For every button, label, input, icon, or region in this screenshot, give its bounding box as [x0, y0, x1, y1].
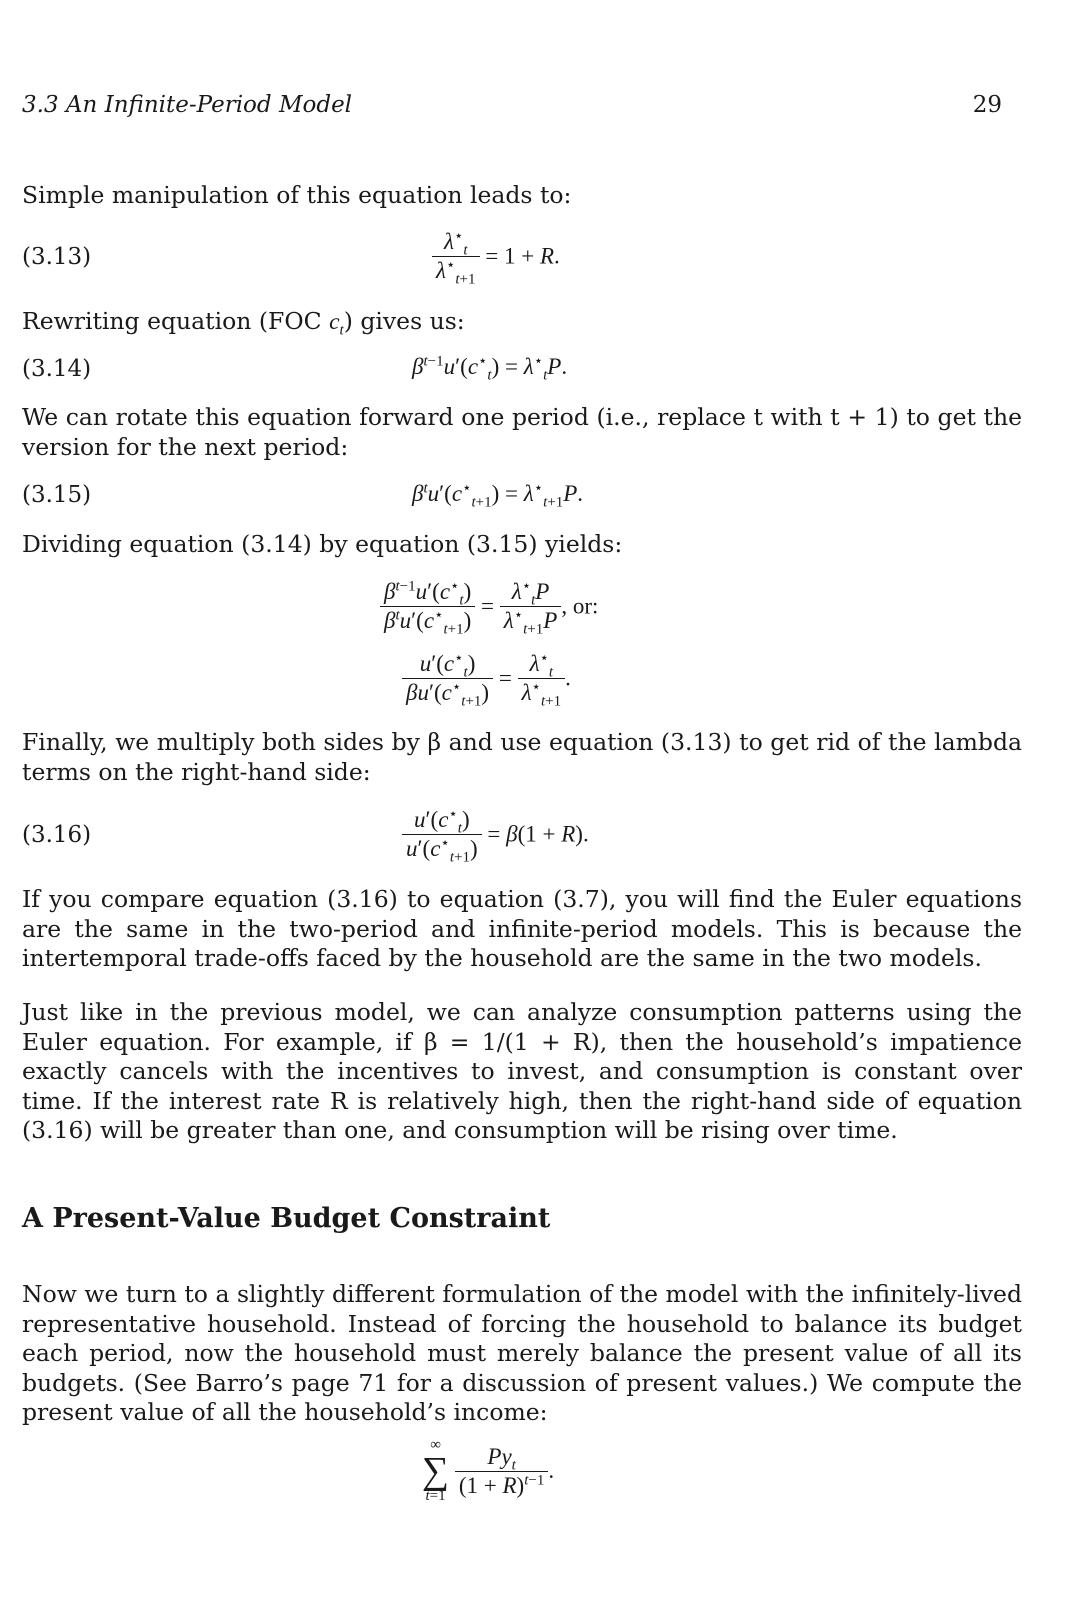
equation-3-15: $\beta^tu'(c^⋆_{t+1}) = \lambda^⋆_{t+1}P$.	[412, 480, 584, 511]
equation-number: (3.13)	[22, 244, 92, 270]
page-number: 29	[972, 92, 1002, 118]
paragraph: Just like in the previous model, we can analyze consumption patterns using the Euler equation. For example, if β = 1/(1 + R), then the household’s impatience exactly cancels with the incentives to invest, and consumption is constant over time. If the interest rate R is relatively high, then the right-hand side of equation (3.16) will be greater than one, and consumption will be rising over time.	[22, 998, 1022, 1144]
paragraph: Rewriting equation (FOC $c_t$) gives us:	[22, 307, 465, 339]
equation-number: (3.15)	[22, 482, 92, 508]
equation-present-value: ∞ ∑ t=1 $\frac{Py_t}{(1 + R)^{t-1}}$ .	[422, 1437, 555, 1504]
paragraph: Simple manipulation of this equation leads to:	[22, 181, 572, 209]
equation-3-13: $\frac{\lambda^⋆_t}{\lambda^⋆_{t+1}}$ = 1 + R.	[432, 228, 560, 285]
paragraph: Now we turn to a slightly different formulation of the model with the infinitely-lived representative household. Instead of forcing the household to balance its budget each period, now the household must merely balance the present value of all its budgets. (See Barro’s page 71 for a discussion of present values.) We compute the present value of all the household’s income:	[22, 1280, 1022, 1426]
section-heading: A Present-Value Budget Constraint	[22, 1203, 551, 1234]
paragraph: We can rotate this equation forward one period (i.e., replace t with t + 1) to get the version for the next period:	[22, 403, 1022, 461]
equation-number: (3.16)	[22, 822, 92, 848]
equation-3-14: $\beta^{t-1}u'(c^⋆_t) = \lambda^⋆_tP$.	[412, 353, 568, 384]
paragraph: Dividing equation (3.14) by equation (3.15) yields:	[22, 530, 623, 558]
equation-ratio-1: $\frac{\beta^{t-1}u'(c^⋆_t)}{\beta^tu'(c^⋆_{t+1})}$ = $\frac{\lambda^⋆_tP}{\lambda^⋆_{t+1}P}$ , or:	[380, 578, 598, 635]
running-header-title: 3.3 An Infinite-Period Model	[22, 92, 353, 118]
equation-3-16: $\frac{u'(c^⋆_t)}{u'(c^⋆_{t+1})}$ = β(1 + R).	[402, 806, 589, 863]
equation-ratio-2: $\frac{u'(c^⋆_t)}{\beta u'(c^⋆_{t+1})}$ = $\frac{\lambda^⋆_t}{\lambda^⋆_{t+1}}$ .	[402, 650, 571, 707]
equation-number: (3.14)	[22, 356, 92, 382]
paragraph: Finally, we multiply both sides by β and use equation (3.13) to get rid of the lambda terms on the right-hand side:	[22, 728, 1022, 786]
paragraph: If you compare equation (3.16) to equation (3.7), you will find the Euler equations are the same in the two-period and infinite-period models. This is because the intertemporal trade-offs faced by the household are the same in the two models.	[22, 885, 1022, 972]
